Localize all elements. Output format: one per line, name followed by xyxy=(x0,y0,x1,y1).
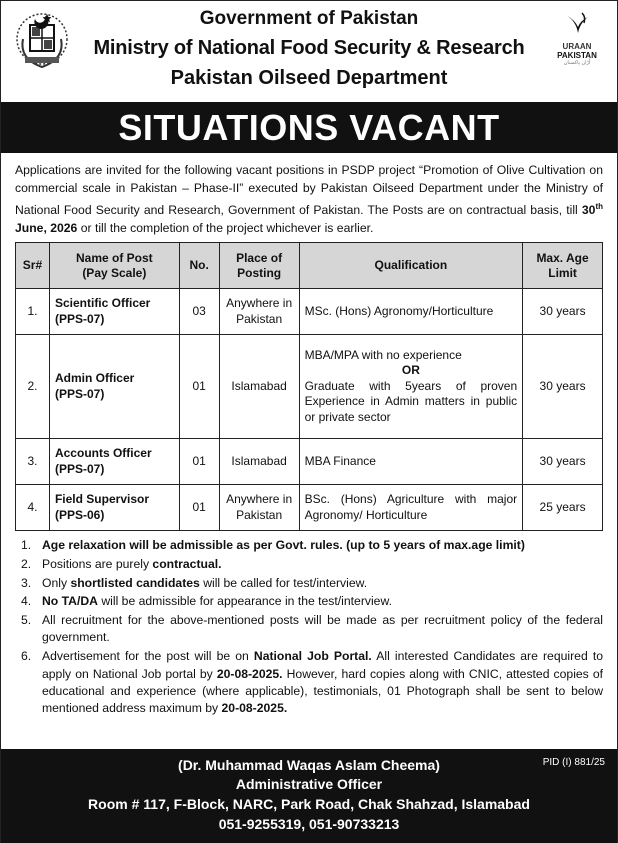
office-address: Room # 117, F-Block, NARC, Park Road, Chak Shahzad, Islamabad xyxy=(88,796,530,812)
post-count: 01 xyxy=(179,439,219,485)
max-age: 25 years xyxy=(523,485,603,531)
qualification: MBA/MPA with no experience OR Graduate with 5years of proven Experience in Admin matters in public or private sector xyxy=(299,335,523,439)
post-count: 01 xyxy=(179,335,219,439)
posting-place: Islamabad xyxy=(219,439,299,485)
uraan-urdu-text: اُڑان پاکستان xyxy=(563,60,591,66)
terms-list xyxy=(21,537,603,719)
intro-text: Applications are invited for the following vacant positions in PSDP project “Promotion of Olive Cultivation on commercial scale in Pakistan – Phase-II” executed by Pakistan Oilseed Department under the Ministry of National Food Security and Research, Government of Pakistan. The Posts are on contractual basis, till xyxy=(15,163,603,217)
list-item: 3. Only shortlisted candidates will be called for test/interview. xyxy=(21,575,368,590)
qualification: MSc. (Hons) Agronomy/Horticulture xyxy=(299,289,523,335)
post-count: 01 xyxy=(179,485,219,531)
max-age: 30 years xyxy=(523,439,603,485)
banner-title: SITUATIONS VACANT xyxy=(118,107,500,148)
post-name: Accounts Officer (PPS-07) xyxy=(49,439,179,485)
post-count: 03 xyxy=(179,289,219,335)
table-header-row xyxy=(16,243,603,289)
department-title: Pakistan Oilseed Department xyxy=(170,67,448,89)
header-no: No. xyxy=(179,243,219,289)
list-item: 2. Positions are purely contractual. xyxy=(21,556,222,571)
header-sr: Sr# xyxy=(16,243,50,289)
table-row xyxy=(16,485,603,531)
officer-name: (Dr. Muhammad Waqas Aslam Cheema) xyxy=(178,757,440,773)
post-name: Scientific Officer (PPS-07) xyxy=(49,289,179,335)
qualification: MBA Finance xyxy=(299,439,523,485)
list-item: 5. All recruitment for the above-mentioned posts will be made as per recruitment policy of the federal government. xyxy=(21,613,603,645)
header-name-of-post: Name of Post (Pay Scale) xyxy=(49,243,179,289)
posting-place: Islamabad xyxy=(219,335,299,439)
table-row xyxy=(16,289,603,335)
vacancies-table xyxy=(15,242,603,531)
uraan-bird-icon xyxy=(562,11,592,37)
header-place-of-posting: Place of Posting xyxy=(219,243,299,289)
uraan-pakistan-logo xyxy=(546,11,608,69)
ministry-title: Ministry of National Food Security & Research xyxy=(93,37,525,59)
contact-phones: 051-9255319, 051-90733213 xyxy=(218,816,400,832)
max-age: 30 years xyxy=(523,289,603,335)
government-title: Government of Pakistan xyxy=(199,8,419,29)
row-sr: 1. xyxy=(16,289,50,335)
uraan-logo-text: URAAN xyxy=(562,42,592,51)
posting-place: Anywhere in Pakistan xyxy=(219,485,299,531)
deadline-date: 30th June, 2026 xyxy=(15,201,603,236)
table-row xyxy=(16,335,603,439)
pakistan-logo-text: PAKISTAN xyxy=(557,51,597,60)
list-item: 4. No TA/DA will be admissible for appearance in the test/interview. xyxy=(21,594,392,609)
posting-place: Anywhere in Pakistan xyxy=(219,289,299,335)
max-age: 30 years xyxy=(523,335,603,439)
header xyxy=(1,1,617,102)
row-sr: 3. xyxy=(16,439,50,485)
post-name: Admin Officer (PPS-07) xyxy=(49,335,179,439)
list-item: 1. Age relaxation will be admissible as per Govt. rules. (up to 5 years of max.age limit) xyxy=(21,538,525,552)
post-name: Field Supervisor (PPS-06) xyxy=(49,485,179,531)
intro-paragraph xyxy=(15,161,603,238)
header-max-age: Max. Age Limit xyxy=(523,243,603,289)
qualification: BSc. (Hons) Agriculture with major Agronomy/ Horticulture xyxy=(299,485,523,531)
pid-number: PID (I) 881/25 xyxy=(542,757,605,768)
contact-footer xyxy=(1,749,617,843)
officer-designation: Administrative Officer xyxy=(235,776,383,792)
row-sr: 2. xyxy=(16,335,50,439)
situations-vacant-banner xyxy=(1,102,617,153)
header-qualification: Qualification xyxy=(299,243,523,289)
intro-text-end: or till the completion of the project whichever is earlier. xyxy=(77,221,374,236)
state-emblem-icon xyxy=(13,9,71,71)
list-item: 6. Advertisement for the post will be on National Job Portal. All interested Candidates are required to apply on National Job portal by 20-08-2025. However, hard copies along with CNIC, attested copies of educational and experience (where applicable), testimonials, 01 Photograph shall be sent to below mentioned address maximum by 20-08-2025. xyxy=(21,649,604,716)
row-sr: 4. xyxy=(16,485,50,531)
table-row xyxy=(16,439,603,485)
